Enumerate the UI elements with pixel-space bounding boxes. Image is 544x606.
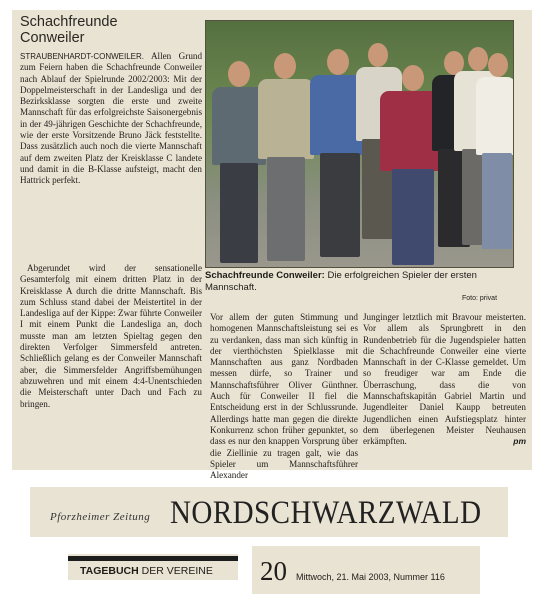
article-headline: [20, 14, 205, 46]
headline-line-2: Conweiler: [20, 30, 85, 46]
paragraph-2: Abgerundet wird der sensationelle Gesamterfolg mit einem dritten Platz in der Kreisklasse A durch die dritte Mannschaft. Bis zum Schluss stand dabei der Meistertitel in der Landesliga auf der Kippe: Zwar führte Conweiler I mit einem Punkt die Landesliga an, doch musste man am letzten Spieltag gegen den direkten Verfolger Simmersfeld antreten. Schließlich gelang es der Conweiler Mannschaft aber, die Simmersfelder Angriffsbemühungen abzuwehren und mit einem 4:4-Unentschieden die Meisterschaft unter Dach und Fach zu bringen.: [20, 263, 202, 409]
dateline: STRAUBENHARDT-CONWEILER.: [20, 52, 145, 61]
paper-name: Pforzheimer Zeitung: [50, 511, 151, 523]
paragraph-3: Vor allem der guten Stimmung und homogenen Mannschaftsleistung sei es zu verdanken, dass man sich künftig in der vierthöchsten Spielklasse mit Mannschaften aus ganz Nordbaden messen dürfe, so Trainer und Mannschaftsführer Oliver Günthner. Auch für Conweiler II fiel die Entscheidung erst in der Schlussrunde. Allerdings hatte man gegen die direkte Konkurrenz schon früher gepunktet, so dass es nur den knappen Vorsprung über die Ziellinie zu tragen galt, wie das Spieler um Mannschaftsführer Alexander: [210, 312, 358, 481]
photo-credit: Foto: privat: [462, 295, 498, 302]
paragraph-1: Allen Grund zum Feiern haben die Schachfreunde Conweiler nach Ablauf der Spielrunde 2002/2003: Mit der Doppelmeisterschaft in der Landesliga und der Bezirksklasse sorgten die erste und zweite Mannschaft für das erfolgreichste Saisonergebnis in der 49-jährigen Geschichte der Schachfreunde, wie der erste Vorsitzende Bruno Jäck feststellte. Dass zusätzlich auch noch die vierte Mannschaft auf dem zweiten Platz der Kreisklasse C landete und damit in die B-Klasse aufsteigt, macht den Hattrick perfekt.: [20, 51, 203, 186]
region-title: NORDSCHWARZWALD: [170, 495, 482, 531]
article-column-1-bottom: [20, 263, 202, 410]
section-label-bold: TAGEBUCH: [80, 565, 139, 577]
author-initials: pm: [513, 436, 526, 447]
section-bar: [68, 556, 238, 561]
caption-bold: Schachfreunde Conweiler:: [205, 270, 325, 281]
section-label: [68, 554, 238, 580]
page-number: 20: [260, 556, 287, 586]
headline-line-1: Schachfreunde: [20, 14, 118, 30]
newspaper-masthead: [30, 487, 508, 537]
team-photo: [205, 20, 514, 268]
article-column-3: [363, 312, 526, 448]
section-label-rest: DER VEREINE: [141, 565, 213, 577]
paragraph-4: Junginger letztlich mit Bravour meisterten. Vor allem als Sprungbrett in den Rundenbetrieb für die Jugendspieler hatten die Schachfreunde Conweiler eine vierte Mannschaft in der C-Klasse gemeldet. Um so freudiger war am Ende die Überraschung, dass die von Mannschaftskapitän Gabriel Martin und Jugendleiter Daniel Kaupp betreuten Jugendlichen einen Aufstiegsplatz hinter dem überlegenen Meister Neuhausen erkämpften.: [363, 312, 526, 447]
page-info: [252, 546, 480, 594]
issue-date: Mittwoch, 21. Mai 2003, Nummer 116: [296, 572, 445, 582]
article-column-1-top: [20, 51, 202, 187]
article-column-2: [210, 312, 358, 481]
photo-caption: [205, 270, 515, 294]
article-clipping: [12, 10, 532, 481]
caption-text: Die erfolgreichen Spieler der ersten Mannschaft.: [205, 270, 477, 293]
